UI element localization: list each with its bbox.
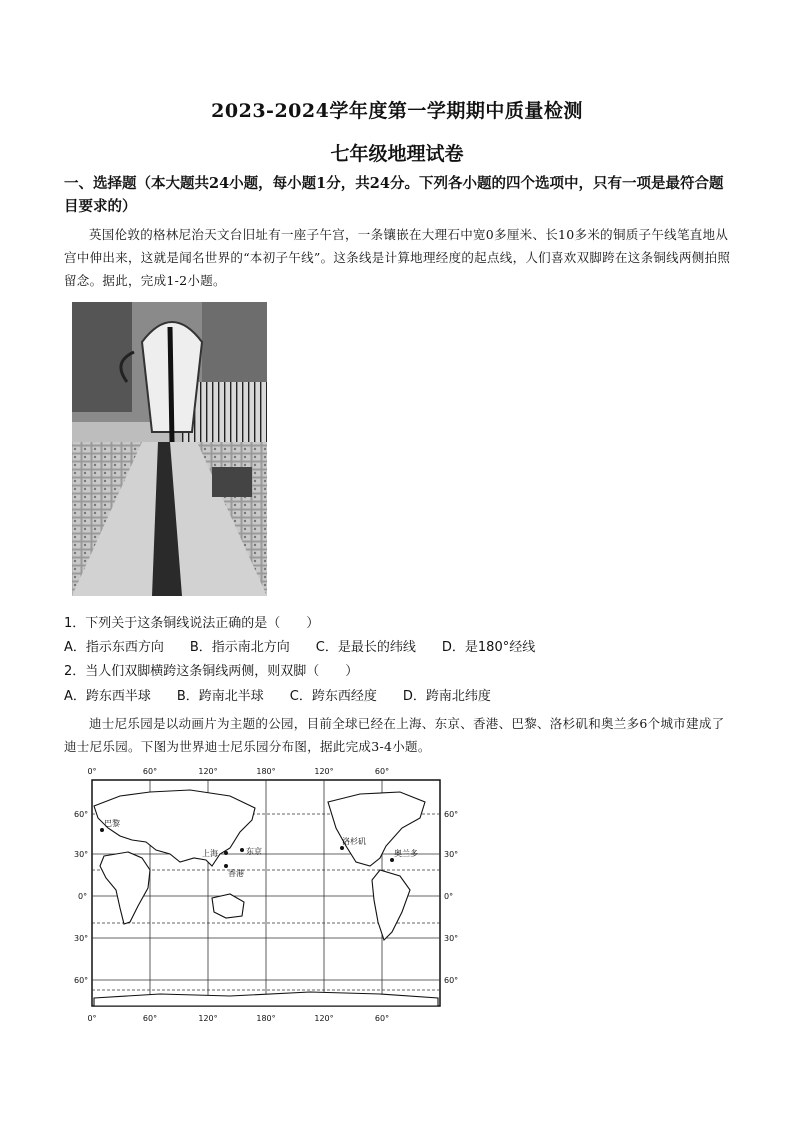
question-1-stem: 1．下列关于这条铜线说法正确的是（ ）: [64, 616, 320, 631]
bottom-lon-label: 60°: [374, 1014, 390, 1023]
exam-subtitle: 七年级地理试卷: [330, 143, 464, 165]
bottom-lon-label: 120°: [314, 1014, 334, 1023]
top-lon-label: 120°: [198, 767, 218, 776]
left-lat-label: 30°: [74, 850, 89, 859]
world-disney-map: [74, 762, 464, 1027]
bottom-lon-label: 0°: [87, 1014, 97, 1023]
orlando-marker: [390, 858, 394, 862]
right-lat-label: 60°: [444, 976, 459, 985]
top-lon-label: 120°: [314, 767, 334, 776]
question-2-stem: 2．当人们双脚横跨这条铜线两侧，则双脚（ ）: [64, 664, 359, 679]
right-lat-label: 30°: [444, 934, 459, 943]
bottom-lon-label: 180°: [256, 1014, 276, 1023]
shanghai-label: 上海: [202, 849, 218, 858]
hongkong-label: 香港: [228, 869, 244, 878]
section-heading: 一、选择题（本大题共24小题，每小题1分，共24分。下列各小题的四个选项中，只有一项是最符合题目要求的）: [64, 175, 724, 215]
exam-title: 2023-2024学年度第一学期期中质量检测: [211, 100, 583, 122]
material-text-1: 英国伦敦的格林尼治天文台旧址有一座子午宫，一条镶嵌在大理石中宽0多厘米、长10多米的铜质子午线笔直地从宫中伸出来，这就是闻名世界的“本初子午线”。这条线是计算地理经度的起点线，人们喜欢双脚跨在这条铜线两侧拍照留念。据此，完成1-2小题。: [64, 227, 731, 288]
top-lon-label: 60°: [142, 767, 158, 776]
tokyo-label: 东京: [246, 847, 262, 856]
paris-marker: [100, 828, 104, 832]
bottom-lon-label: 60°: [142, 1014, 158, 1023]
right-lat-label: 0°: [444, 892, 454, 901]
question-1-options: A．指示东西方向 B．指示南北方向 C．是最长的纬线 D．是180°经线: [64, 640, 536, 655]
bottom-lon-label: 120°: [198, 1014, 218, 1023]
orlando-label: 奥兰多: [394, 849, 418, 858]
top-lon-label: 0°: [87, 767, 97, 776]
left-lat-label: 30°: [74, 934, 89, 943]
meridian-line-photo: [72, 302, 267, 596]
material-text-2: 迪士尼乐园是以动画片为主题的公园，目前全球已经在上海、东京、香港、巴黎、洛杉矶和奥兰多6个城市建成了迪士尼乐园。下图为世界迪士尼乐园分布图，据此完成3-4小题。: [64, 716, 725, 754]
top-lon-label: 180°: [256, 767, 276, 776]
right-lat-label: 60°: [444, 810, 459, 819]
left-lat-label: 0°: [78, 892, 88, 901]
right-lat-label: 30°: [444, 850, 459, 859]
losangeles-marker: [340, 846, 344, 850]
hongkong-marker: [224, 864, 228, 868]
left-lat-label: 60°: [74, 976, 89, 985]
question-2-options: A．跨东西半球 B．跨南北半球 C．跨东西经度 D．跨南北纬度: [64, 689, 491, 704]
top-lon-label: 60°: [374, 767, 390, 776]
losangeles-label: 洛杉矶: [342, 837, 366, 846]
left-lat-label: 60°: [74, 810, 89, 819]
paris-label: 巴黎: [104, 819, 120, 828]
shanghai-marker: [224, 851, 228, 855]
tokyo-marker: [240, 848, 244, 852]
